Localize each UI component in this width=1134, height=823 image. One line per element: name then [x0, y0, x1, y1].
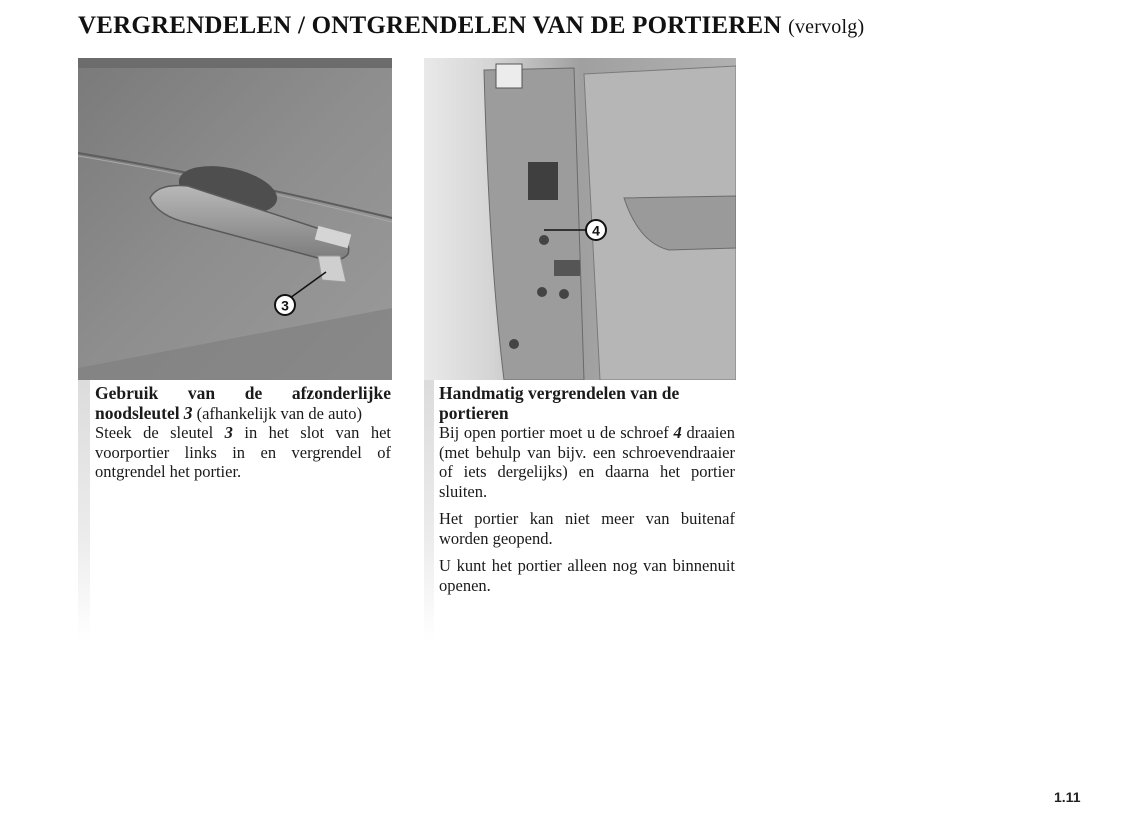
door-handle-illustration — [78, 58, 392, 380]
page-title-main: VERGRENDELEN / ONTGRENDELEN VAN DE PORTIEREN — [78, 12, 782, 39]
right-paragraph-3: U kunt het portier alleen nog van binnenuit openen. — [439, 556, 735, 595]
right-p1-ref: 4 — [673, 423, 682, 442]
door-handle-photo — [78, 58, 392, 380]
left-heading-paragraph — [95, 384, 391, 423]
page-number: 1.11 — [1054, 789, 1081, 805]
page-title-suffix: (vervolg) — [788, 16, 865, 38]
door-pillar-illustration — [424, 58, 736, 380]
left-body-ref: 3 — [224, 423, 233, 442]
door-pillar-photo — [424, 58, 736, 380]
page-title — [78, 12, 864, 40]
callout-3-label: 3 — [281, 297, 289, 314]
callout-4-label: 4 — [592, 222, 600, 239]
left-column-shade — [78, 380, 90, 642]
left-section — [95, 384, 391, 490]
left-heading-suffix: (afhankelijk van de auto) — [196, 403, 362, 423]
left-body-paragraph — [95, 423, 391, 482]
right-p1-part2: draaien (met behulp van bijv. een schroevendraaier of iets dergelijks) en daarna het portier sluiten. — [439, 423, 736, 501]
right-paragraph-1 — [439, 423, 735, 501]
left-body-part1: Steek de sleutel — [95, 423, 214, 442]
right-p1-part1: Bij open portier moet u de schroef — [439, 423, 669, 442]
right-column-shade — [424, 380, 434, 642]
left-heading-ref: 3 — [183, 402, 193, 423]
left-heading: Gebruik van de afzonderlijke noodsleutel — [95, 383, 391, 423]
left-body-part2: in het slot van het voorportier links in en vergrendel of ontgrendel het portier. — [95, 423, 391, 481]
right-paragraph-2: Het portier kan niet meer van buitenaf worden geopend. — [439, 509, 735, 548]
right-section — [439, 384, 735, 603]
right-heading: Handmatig vergrendelen van de portieren — [439, 383, 680, 423]
